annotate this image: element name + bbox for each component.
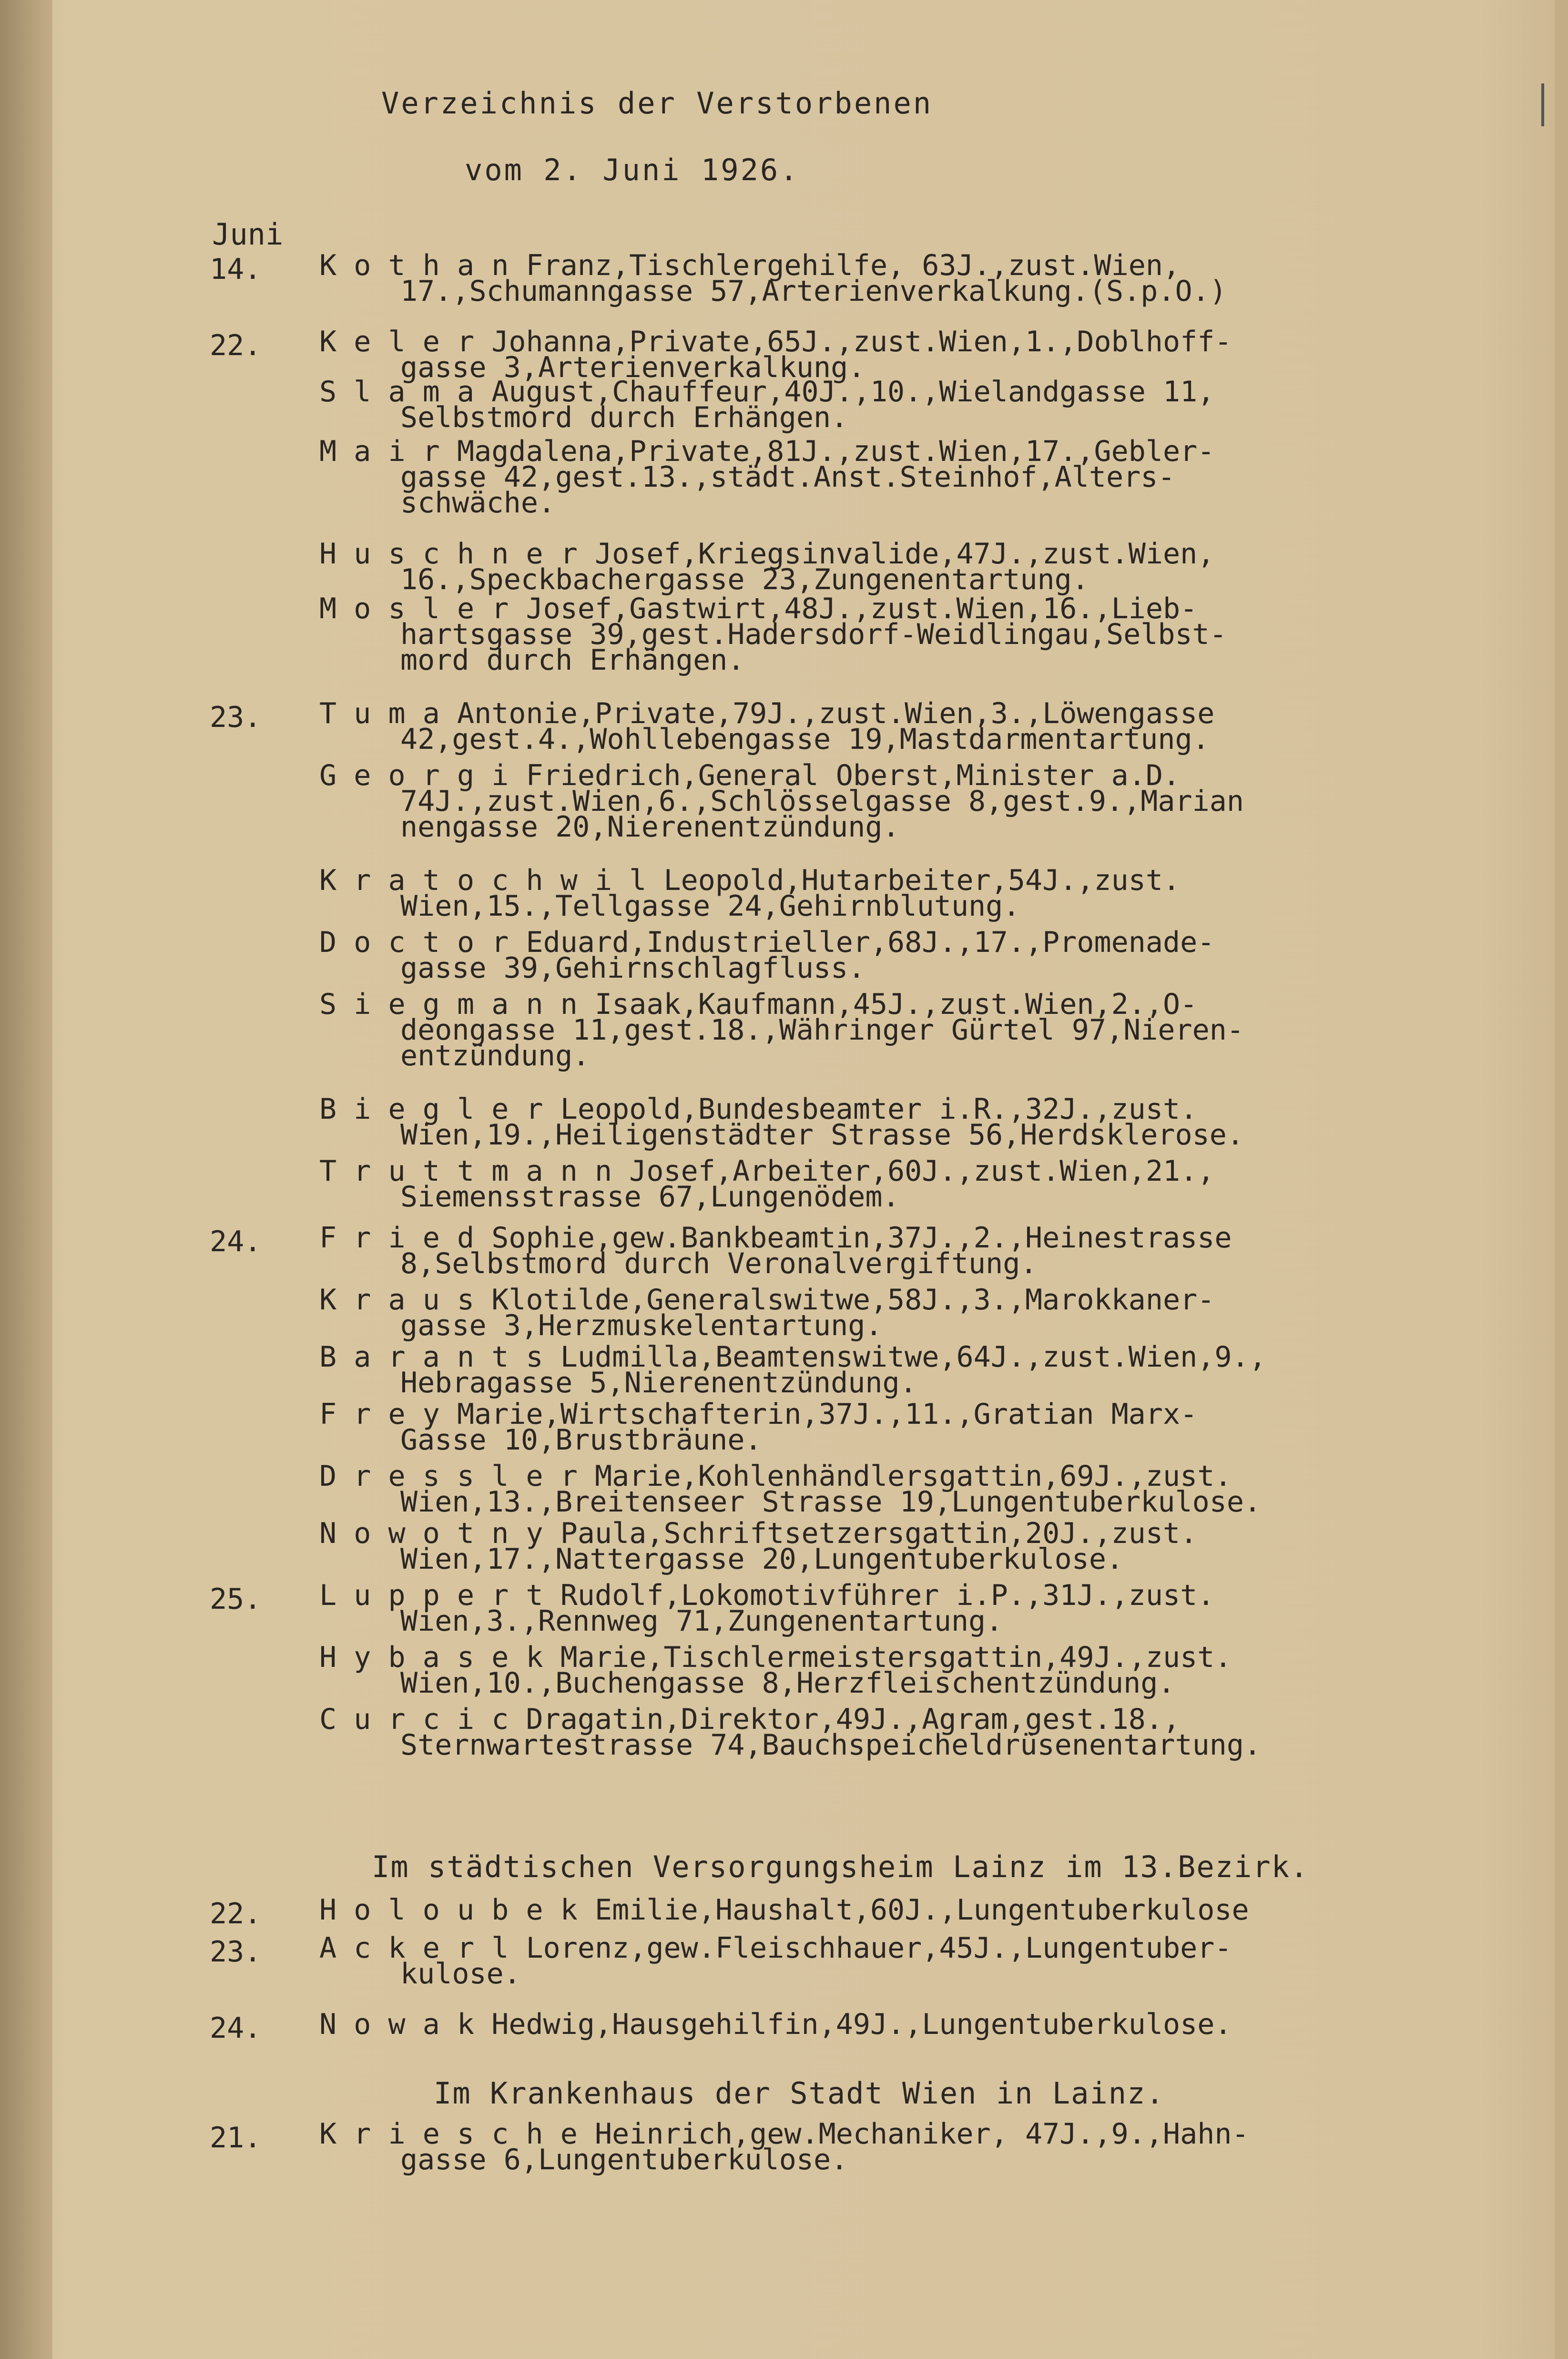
entry-line: mord durch Erhängen. bbox=[400, 643, 745, 677]
entry-line: M o s l e r Josef,Gastwirt,48J.,zust.Wien,16.,Lieb- bbox=[319, 592, 1198, 625]
death-record-entry bbox=[319, 988, 1435, 1072]
entry-line: 17.,Schumanngasse 57,Arterienverkalkung.(S.p.O.) bbox=[400, 275, 1227, 308]
entry-line: B i e g l e r Leopold,Bundesbeamter i.R.,32J.,zust. bbox=[319, 1093, 1198, 1126]
death-record-entry bbox=[319, 249, 1435, 308]
krankenhaus-record-entry bbox=[319, 2117, 1435, 2176]
entry-line: C u r c i c Dragatin,Direktor,49J.,Agram,gest.18., bbox=[319, 1703, 1181, 1736]
entry-line: 42,gest.4.,Wohllebengasse 19,Mastdarmentartung. bbox=[400, 723, 1210, 756]
versorgungsheim-record-date: 23. bbox=[210, 1935, 262, 1969]
entry-line: Hebragasse 5,Nierenentzündung. bbox=[400, 1366, 917, 1399]
entry-line: schwäche. bbox=[400, 486, 556, 520]
death-record-date: 23. bbox=[210, 701, 262, 734]
entry-line: 16.,Speckbachergasse 23,Zungenentartung. bbox=[400, 563, 1089, 596]
entry-line: Gasse 10,Brustbräune. bbox=[400, 1423, 762, 1457]
entry-line: H o l o u b e k Emilie,Haushalt,60J.,Lungentuberkulose bbox=[319, 1893, 1249, 1927]
versorgungsheim-record-date: 22. bbox=[210, 1897, 262, 1930]
death-record-entry bbox=[319, 1154, 1435, 1214]
versorgungsheim-record-entry bbox=[319, 2008, 1435, 2041]
entry-line: F r i e d Sophie,gew.Bankbeamtin,37J.,2.,Heinestrasse bbox=[319, 1221, 1232, 1255]
entry-line: Sternwartestrasse 74,Bauchspeicheldrüsenentartung. bbox=[400, 1728, 1262, 1762]
entry-line: K e l e r Johanna,Private,65J.,zust.Wien,1.,Doblhoff- bbox=[319, 325, 1232, 358]
entry-line: gasse 3,Arterienverkalkung. bbox=[400, 351, 865, 384]
entry-line: Siemensstrasse 67,Lungenödem. bbox=[400, 1180, 900, 1214]
death-record-date: 25. bbox=[210, 1583, 262, 1616]
death-record-entry bbox=[319, 1283, 1435, 1342]
entry-line: gasse 6,Lungentuberkulose. bbox=[400, 2143, 848, 2176]
entry-line: T u m a Antonie,Private,79J.,zust.Wien,3.,Löwengasse bbox=[319, 697, 1215, 730]
entry-line: 74J.,zust.Wien,6.,Schlösselgasse 8,gest.9.,Marian bbox=[400, 785, 1244, 818]
entry-line: L u p p e r t Rudolf,Lokomotivführer i.P.,31J.,zust. bbox=[319, 1579, 1215, 1612]
entry-line: nengasse 20,Nierenentzündung. bbox=[400, 810, 900, 844]
entry-line: Wien,15.,Tellgasse 24,Gehirnblutung. bbox=[400, 889, 1020, 923]
entry-line: T r u t t m a n n Josef,Arbeiter,60J.,zust.Wien,21., bbox=[319, 1154, 1215, 1188]
death-record-entry bbox=[319, 592, 1435, 677]
entry-line: N o w o t n y Paula,Schriftsetzersgattin,20J.,zust. bbox=[319, 1517, 1198, 1550]
entry-line: gasse 39,Gehirnschlagfluss. bbox=[400, 951, 865, 985]
entry-line: D o c t o r Eduard,Industrieller,68J.,17.,Promenade- bbox=[319, 926, 1215, 959]
entry-line: gasse 42,gest.13.,städt.Anst.Steinhof,Alters- bbox=[400, 460, 1175, 494]
entry-line: K r a t o c h w i l Leopold,Hutarbeiter,54J.,zust. bbox=[319, 864, 1181, 897]
death-record-entry bbox=[319, 759, 1435, 844]
death-record-entry bbox=[319, 1641, 1435, 1700]
death-record-entry bbox=[319, 325, 1435, 384]
section-heading-versorgungsheim: Im städtischen Versorgungsheim Lainz im 13.Bezirk. bbox=[372, 1849, 1309, 1884]
death-record-entry bbox=[319, 926, 1435, 985]
death-record-entry bbox=[319, 864, 1435, 923]
entry-line: 8,Selbstmord durch Veronalvergiftung. bbox=[400, 1247, 1038, 1280]
death-record-entry bbox=[319, 537, 1435, 596]
entry-line: Selbstmord durch Erhängen. bbox=[400, 401, 848, 434]
death-record-entry bbox=[319, 1398, 1435, 1457]
entry-line: hartsgasse 39,gest.Hadersdorf-Weidlingau,Selbst- bbox=[400, 618, 1227, 651]
section-heading-krankenhaus: Im Krankenhaus der Stadt Wien in Lainz. bbox=[434, 2076, 1165, 2111]
entry-line: F r e y Marie,Wirtschafterin,37J.,11.,Gratian Marx- bbox=[319, 1398, 1198, 1431]
entry-line: Wien,13.,Breitenseer Strasse 19,Lungentuberkulose. bbox=[400, 1485, 1262, 1519]
entry-line: S l a m a August,Chauffeur,40J.,10.,Wielandgasse 11, bbox=[319, 375, 1215, 408]
death-record-entry bbox=[319, 435, 1435, 520]
versorgungsheim-record-entry bbox=[319, 1893, 1435, 1927]
entry-line: deongasse 11,gest.18.,Währinger Gürtel 97,Nieren- bbox=[400, 1013, 1244, 1047]
entry-line: G e o r g i Friedrich,General Oberst,Minister a.D. bbox=[319, 759, 1181, 792]
entry-line: S i e g m a n n Isaak,Kaufmann,45J.,zust.Wien,2.,O- bbox=[319, 988, 1198, 1021]
document-subtitle: vom 2. Juni 1926. bbox=[465, 153, 800, 187]
document-title: Verzeichnis der Verstorbenen bbox=[381, 86, 933, 121]
entry-line: entzündung. bbox=[400, 1039, 590, 1072]
entry-line: H y b a s e k Marie,Tischlermeistersgattin,49J.,zust. bbox=[319, 1641, 1232, 1674]
death-record-entry bbox=[319, 1460, 1435, 1519]
entry-line: Wien,19.,Heiligenstädter Strasse 56,Herdsklerose. bbox=[400, 1118, 1244, 1152]
entry-line: Wien,3.,Rennweg 71,Zungenentartung. bbox=[400, 1604, 1003, 1638]
death-record-entry bbox=[319, 1340, 1435, 1399]
death-record-date: 22. bbox=[210, 329, 262, 362]
entry-line: K r i e s c h e Heinrich,gew.Mechaniker, 47J.,9.,Hahn- bbox=[319, 2117, 1249, 2151]
death-record-date: 14. bbox=[210, 253, 262, 286]
entry-line: gasse 3,Herzmuskelentartung. bbox=[400, 1309, 883, 1342]
death-record-entry bbox=[319, 375, 1435, 434]
versorgungsheim-record-entry bbox=[319, 1931, 1435, 1991]
entry-line: D r e s s l e r Marie,Kohlenhändlersgattin,69J.,zust. bbox=[319, 1460, 1232, 1493]
death-record-entry bbox=[319, 1093, 1435, 1152]
entry-line: B a r a n t s Ludmilla,Beamtenswitwe,64J.,zust.Wien,9., bbox=[319, 1340, 1266, 1374]
death-record-entry bbox=[319, 1579, 1435, 1638]
entry-line: kulose. bbox=[400, 1957, 521, 1991]
versorgungsheim-record-date: 24. bbox=[210, 2012, 262, 2045]
entry-line: N o w a k Hedwig,Hausgehilfin,49J.,Lungentuberkulose. bbox=[319, 2008, 1232, 2041]
entry-line: H u s c h n e r Josef,Kriegsinvalide,47J.,zust.Wien, bbox=[319, 537, 1215, 571]
entry-line: Wien,10.,Buchengasse 8,Herzfleischentzündung. bbox=[400, 1666, 1175, 1700]
krankenhaus-record-date: 21. bbox=[210, 2121, 262, 2155]
death-record-entry bbox=[319, 1517, 1435, 1576]
entry-line: M a i r Magdalena,Private,81J.,zust.Wien,17.,Gebler- bbox=[319, 435, 1215, 468]
death-record-date: 24. bbox=[210, 1225, 262, 1258]
death-record-entry bbox=[319, 697, 1435, 756]
entry-line: Wien,17.,Nattergasse 20,Lungentuberkulose. bbox=[400, 1542, 1124, 1576]
death-record-entry bbox=[319, 1703, 1435, 1762]
entry-line: A c k e r l Lorenz,gew.Fleischhauer,45J.,Lungentuber- bbox=[319, 1931, 1232, 1965]
entry-line: K r a u s Klotilde,Generalswitwe,58J.,3.,Marokkaner- bbox=[319, 1283, 1215, 1317]
entry-line: K o t h a n Franz,Tischlergehilfe, 63J.,zust.Wien, bbox=[319, 249, 1181, 282]
month-label: Juni bbox=[212, 217, 284, 252]
death-record-entry bbox=[319, 1221, 1435, 1280]
